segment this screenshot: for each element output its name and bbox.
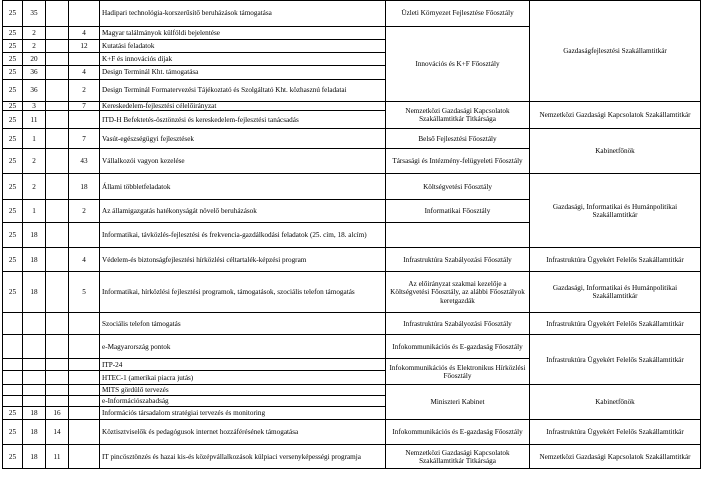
cell-code-a: 25 xyxy=(3,248,23,272)
cell-code-c xyxy=(46,371,69,385)
cell-code-d: 5 xyxy=(69,272,100,313)
cell-code-d: 4 xyxy=(69,27,100,40)
table-row xyxy=(3,102,701,111)
cell-code-c xyxy=(46,359,69,371)
cell-code-c xyxy=(46,1,69,27)
cell-title: MITS gördülő tervezés xyxy=(100,385,386,396)
cell-title: Design Terminál Kht. támogatása xyxy=(100,66,386,80)
table-row xyxy=(3,248,701,272)
table-row xyxy=(3,385,701,396)
table-row xyxy=(3,313,701,335)
cell-code-b: 36 xyxy=(23,80,46,102)
cell-title: Az államigazgatás hatékonyságát növelő beruházások xyxy=(100,200,386,223)
cell-code-a: 25 xyxy=(3,102,23,111)
cell-code-d xyxy=(69,445,100,469)
cell-code-d: 4 xyxy=(69,66,100,80)
cell-code-c xyxy=(46,27,69,40)
cell-department: Nemzetközi Gazdasági Kapcsolatok Szakállamtitkár Titkársága xyxy=(386,102,530,129)
cell-organization: Gazdasági, Informatikai és Humánpolitikai Szakállamtitkár xyxy=(530,272,701,313)
cell-organization: Nemzetközi Gazdasági Kapcsolatok Szakállamtitkár xyxy=(530,445,701,469)
cell-code-c xyxy=(46,385,69,396)
cell-code-d xyxy=(69,53,100,66)
cell-title: HTEC-1 (amerikai piacra jutás) xyxy=(100,371,386,385)
cell-department: Informatikai Főosztály xyxy=(386,200,530,223)
cell-department: Infrastruktúra Szabályozási Főosztály xyxy=(386,313,530,335)
cell-code-a xyxy=(3,396,23,407)
cell-title: ITD-H Befektetés-ösztönzési és kereskedelem-fejlesztési tanácsadás xyxy=(100,111,386,129)
cell-code-b: 11 xyxy=(23,111,46,129)
cell-code-b xyxy=(23,385,46,396)
cell-code-b: 18 xyxy=(23,445,46,469)
cell-code-d: 7 xyxy=(69,129,100,149)
cell-code-b: 18 xyxy=(23,272,46,313)
cell-code-d xyxy=(69,1,100,27)
cell-organization: Infrastruktúra Ügyekért Felelős Szakállamtitkár xyxy=(530,420,701,445)
cell-code-a xyxy=(3,371,23,385)
cell-code-a: 25 xyxy=(3,129,23,149)
cell-department: Innovációs és K+F Főosztály xyxy=(386,27,530,102)
cell-code-b xyxy=(23,359,46,371)
cell-title: Informatikai, hírközlési fejlesztési programok, támogatások, szociális telefon támogatás xyxy=(100,272,386,313)
cell-title: e-Magyarország pontok xyxy=(100,335,386,359)
table-row xyxy=(3,174,701,200)
cell-code-b: 1 xyxy=(23,129,46,149)
cell-code-c xyxy=(46,129,69,149)
cell-title: Informatikai, távközlés-fejlesztési és frekvencia-gazdálkodási feladatok (25. cím, 18. alcím) xyxy=(100,223,386,248)
cell-code-c xyxy=(46,80,69,102)
cell-title: Kereskedelem-fejlesztési célelőirányzat xyxy=(100,102,386,111)
cell-title: ITP-24 xyxy=(100,359,386,371)
cell-code-b: 18 xyxy=(23,407,46,420)
cell-code-d: 43 xyxy=(69,149,100,174)
table-row xyxy=(3,272,701,313)
cell-code-b: 2 xyxy=(23,174,46,200)
cell-code-c xyxy=(46,53,69,66)
cell-organization: Gazdasági, Informatikai és Humánpolitikai Szakállamtitkár xyxy=(530,174,701,248)
cell-code-d xyxy=(69,313,100,335)
cell-title: e-Információszabadság xyxy=(100,396,386,407)
cell-department: Üzleti Környezet Fejlesztése Főosztály xyxy=(386,1,530,27)
cell-department: Infokommunikációs és Elektronikus Hírközlési Főosztály xyxy=(386,359,530,385)
cell-organization: Gazdaságfejlesztési Szakállamtitkár xyxy=(530,1,701,102)
cell-code-d xyxy=(69,335,100,359)
cell-title: Hadipari technológia-korszerűsítő beruházások támogatása xyxy=(100,1,386,27)
cell-code-d xyxy=(69,385,100,396)
cell-code-c xyxy=(46,223,69,248)
cell-code-b: 1 xyxy=(23,200,46,223)
cell-code-b xyxy=(23,396,46,407)
cell-code-b: 20 xyxy=(23,53,46,66)
cell-code-a: 25 xyxy=(3,407,23,420)
cell-organization: Kabinetfőnök xyxy=(530,385,701,420)
cell-code-a: 25 xyxy=(3,53,23,66)
cell-code-a: 25 xyxy=(3,1,23,27)
table-row xyxy=(3,335,701,359)
cell-title: Vasút-egészségügyi fejlesztések xyxy=(100,129,386,149)
cell-department: Belső Fejlesztési Főosztály xyxy=(386,129,530,149)
cell-code-c xyxy=(46,149,69,174)
cell-code-d: 7 xyxy=(69,102,100,111)
cell-code-a: 25 xyxy=(3,200,23,223)
cell-code-d: 2 xyxy=(69,200,100,223)
cell-code-c: 14 xyxy=(46,420,69,445)
cell-code-b: 36 xyxy=(23,66,46,80)
cell-code-a: 25 xyxy=(3,66,23,80)
cell-title: Állami többletfeladatok xyxy=(100,174,386,200)
cell-code-d xyxy=(69,223,100,248)
cell-organization: Infrastruktúra Ügyekért Felelős Szakállamtitkár xyxy=(530,248,701,272)
cell-code-c xyxy=(46,272,69,313)
cell-title: Védelem-és biztonságfejlesztési hírközlési céltartalék-képzési program xyxy=(100,248,386,272)
cell-code-a xyxy=(3,385,23,396)
cell-department: Nemzetközi Gazdasági Kapcsolatok Szakállamtitkár Titkársága xyxy=(386,445,530,469)
cell-code-c xyxy=(46,111,69,129)
table-row xyxy=(3,420,701,445)
cell-code-d xyxy=(69,407,100,420)
cell-code-b: 18 xyxy=(23,420,46,445)
cell-code-c xyxy=(46,66,69,80)
cell-code-c: 16 xyxy=(46,407,69,420)
cell-title: IT pincösztönzés és hazai kis-és középvállalkozások külpiaci versenyképességi programja xyxy=(100,445,386,469)
cell-department: Infokommunikációs és E-gazdaság Főosztály xyxy=(386,420,530,445)
cell-code-d xyxy=(69,359,100,371)
cell-code-c xyxy=(46,248,69,272)
cell-code-b xyxy=(23,313,46,335)
cell-code-b: 2 xyxy=(23,27,46,40)
cell-code-a xyxy=(3,313,23,335)
cell-code-c xyxy=(46,335,69,359)
cell-code-a: 25 xyxy=(3,223,23,248)
cell-department: Miniszteri Kabinet xyxy=(386,385,530,420)
cell-code-a xyxy=(3,359,23,371)
cell-code-a: 25 xyxy=(3,40,23,53)
cell-code-a: 25 xyxy=(3,272,23,313)
cell-title: Design Terminál Formatervezési Tájékoztató és Szolgáltató Kht. közhasznú feladatai xyxy=(100,80,386,102)
budget-allocation-table xyxy=(2,0,701,469)
cell-code-c xyxy=(46,200,69,223)
cell-code-b: 2 xyxy=(23,149,46,174)
cell-code-b: 2 xyxy=(23,40,46,53)
cell-title: Szociális telefon támogatás xyxy=(100,313,386,335)
cell-code-b: 3 xyxy=(23,102,46,111)
cell-organization: Kabinetfőnök xyxy=(530,129,701,174)
cell-code-c xyxy=(46,102,69,111)
cell-code-d xyxy=(69,111,100,129)
cell-organization: Nemzetközi Gazdasági Kapcsolatok Szakállamtitkár xyxy=(530,102,701,129)
cell-code-b xyxy=(23,371,46,385)
cell-code-c xyxy=(46,40,69,53)
cell-title: Információs társadalom stratégiai tervezés és monitoring xyxy=(100,407,386,420)
cell-organization: Infrastruktúra Ügyekért Felelős Szakállamtitkár xyxy=(530,313,701,335)
cell-code-d: 4 xyxy=(69,248,100,272)
cell-title: Köztisztviselők és pedagógusok internet hozzáférésének támogatása xyxy=(100,420,386,445)
cell-code-b: 35 xyxy=(23,1,46,27)
cell-title: Magyar találmányok külföldi bejelentése xyxy=(100,27,386,40)
cell-code-b: 18 xyxy=(23,248,46,272)
cell-department: Az előirányzat szakmai kezelője a Költségvetési Főosztály, az alábbi Főosztályok keretgazdák xyxy=(386,272,530,313)
cell-code-a: 25 xyxy=(3,111,23,129)
cell-code-b xyxy=(23,335,46,359)
cell-code-a: 25 xyxy=(3,80,23,102)
cell-title: K+F és innovációs díjak xyxy=(100,53,386,66)
cell-code-d xyxy=(69,371,100,385)
cell-title: Vállalkozói vagyon kezelése xyxy=(100,149,386,174)
table-row xyxy=(3,445,701,469)
cell-department: Infokommunikációs és E-gazdaság Főosztály xyxy=(386,335,530,359)
cell-code-d: 2 xyxy=(69,80,100,102)
cell-code-c: 11 xyxy=(46,445,69,469)
cell-title: Kutatási feladatok xyxy=(100,40,386,53)
cell-code-a: 25 xyxy=(3,420,23,445)
cell-department xyxy=(386,223,530,248)
cell-code-c xyxy=(46,313,69,335)
cell-department: Infrastruktúra Szabályozási Főosztály xyxy=(386,248,530,272)
cell-code-a: 25 xyxy=(3,149,23,174)
cell-code-d xyxy=(69,396,100,407)
cell-code-c xyxy=(46,396,69,407)
cell-code-a xyxy=(3,335,23,359)
cell-code-b: 18 xyxy=(23,223,46,248)
cell-code-d: 12 xyxy=(69,40,100,53)
cell-code-d: 18 xyxy=(69,174,100,200)
cell-code-a: 25 xyxy=(3,174,23,200)
table-row xyxy=(3,1,701,27)
cell-code-a: 25 xyxy=(3,27,23,40)
cell-code-c xyxy=(46,174,69,200)
cell-code-a: 25 xyxy=(3,445,23,469)
cell-department: Társasági és Intézmény-felügyeleti Főosztály xyxy=(386,149,530,174)
cell-department: Költségvetési Főosztály xyxy=(386,174,530,200)
table-row xyxy=(3,129,701,149)
cell-organization: Infrastruktúra Ügyekért Felelős Szakállamtitkár xyxy=(530,335,701,385)
cell-code-d xyxy=(69,420,100,445)
